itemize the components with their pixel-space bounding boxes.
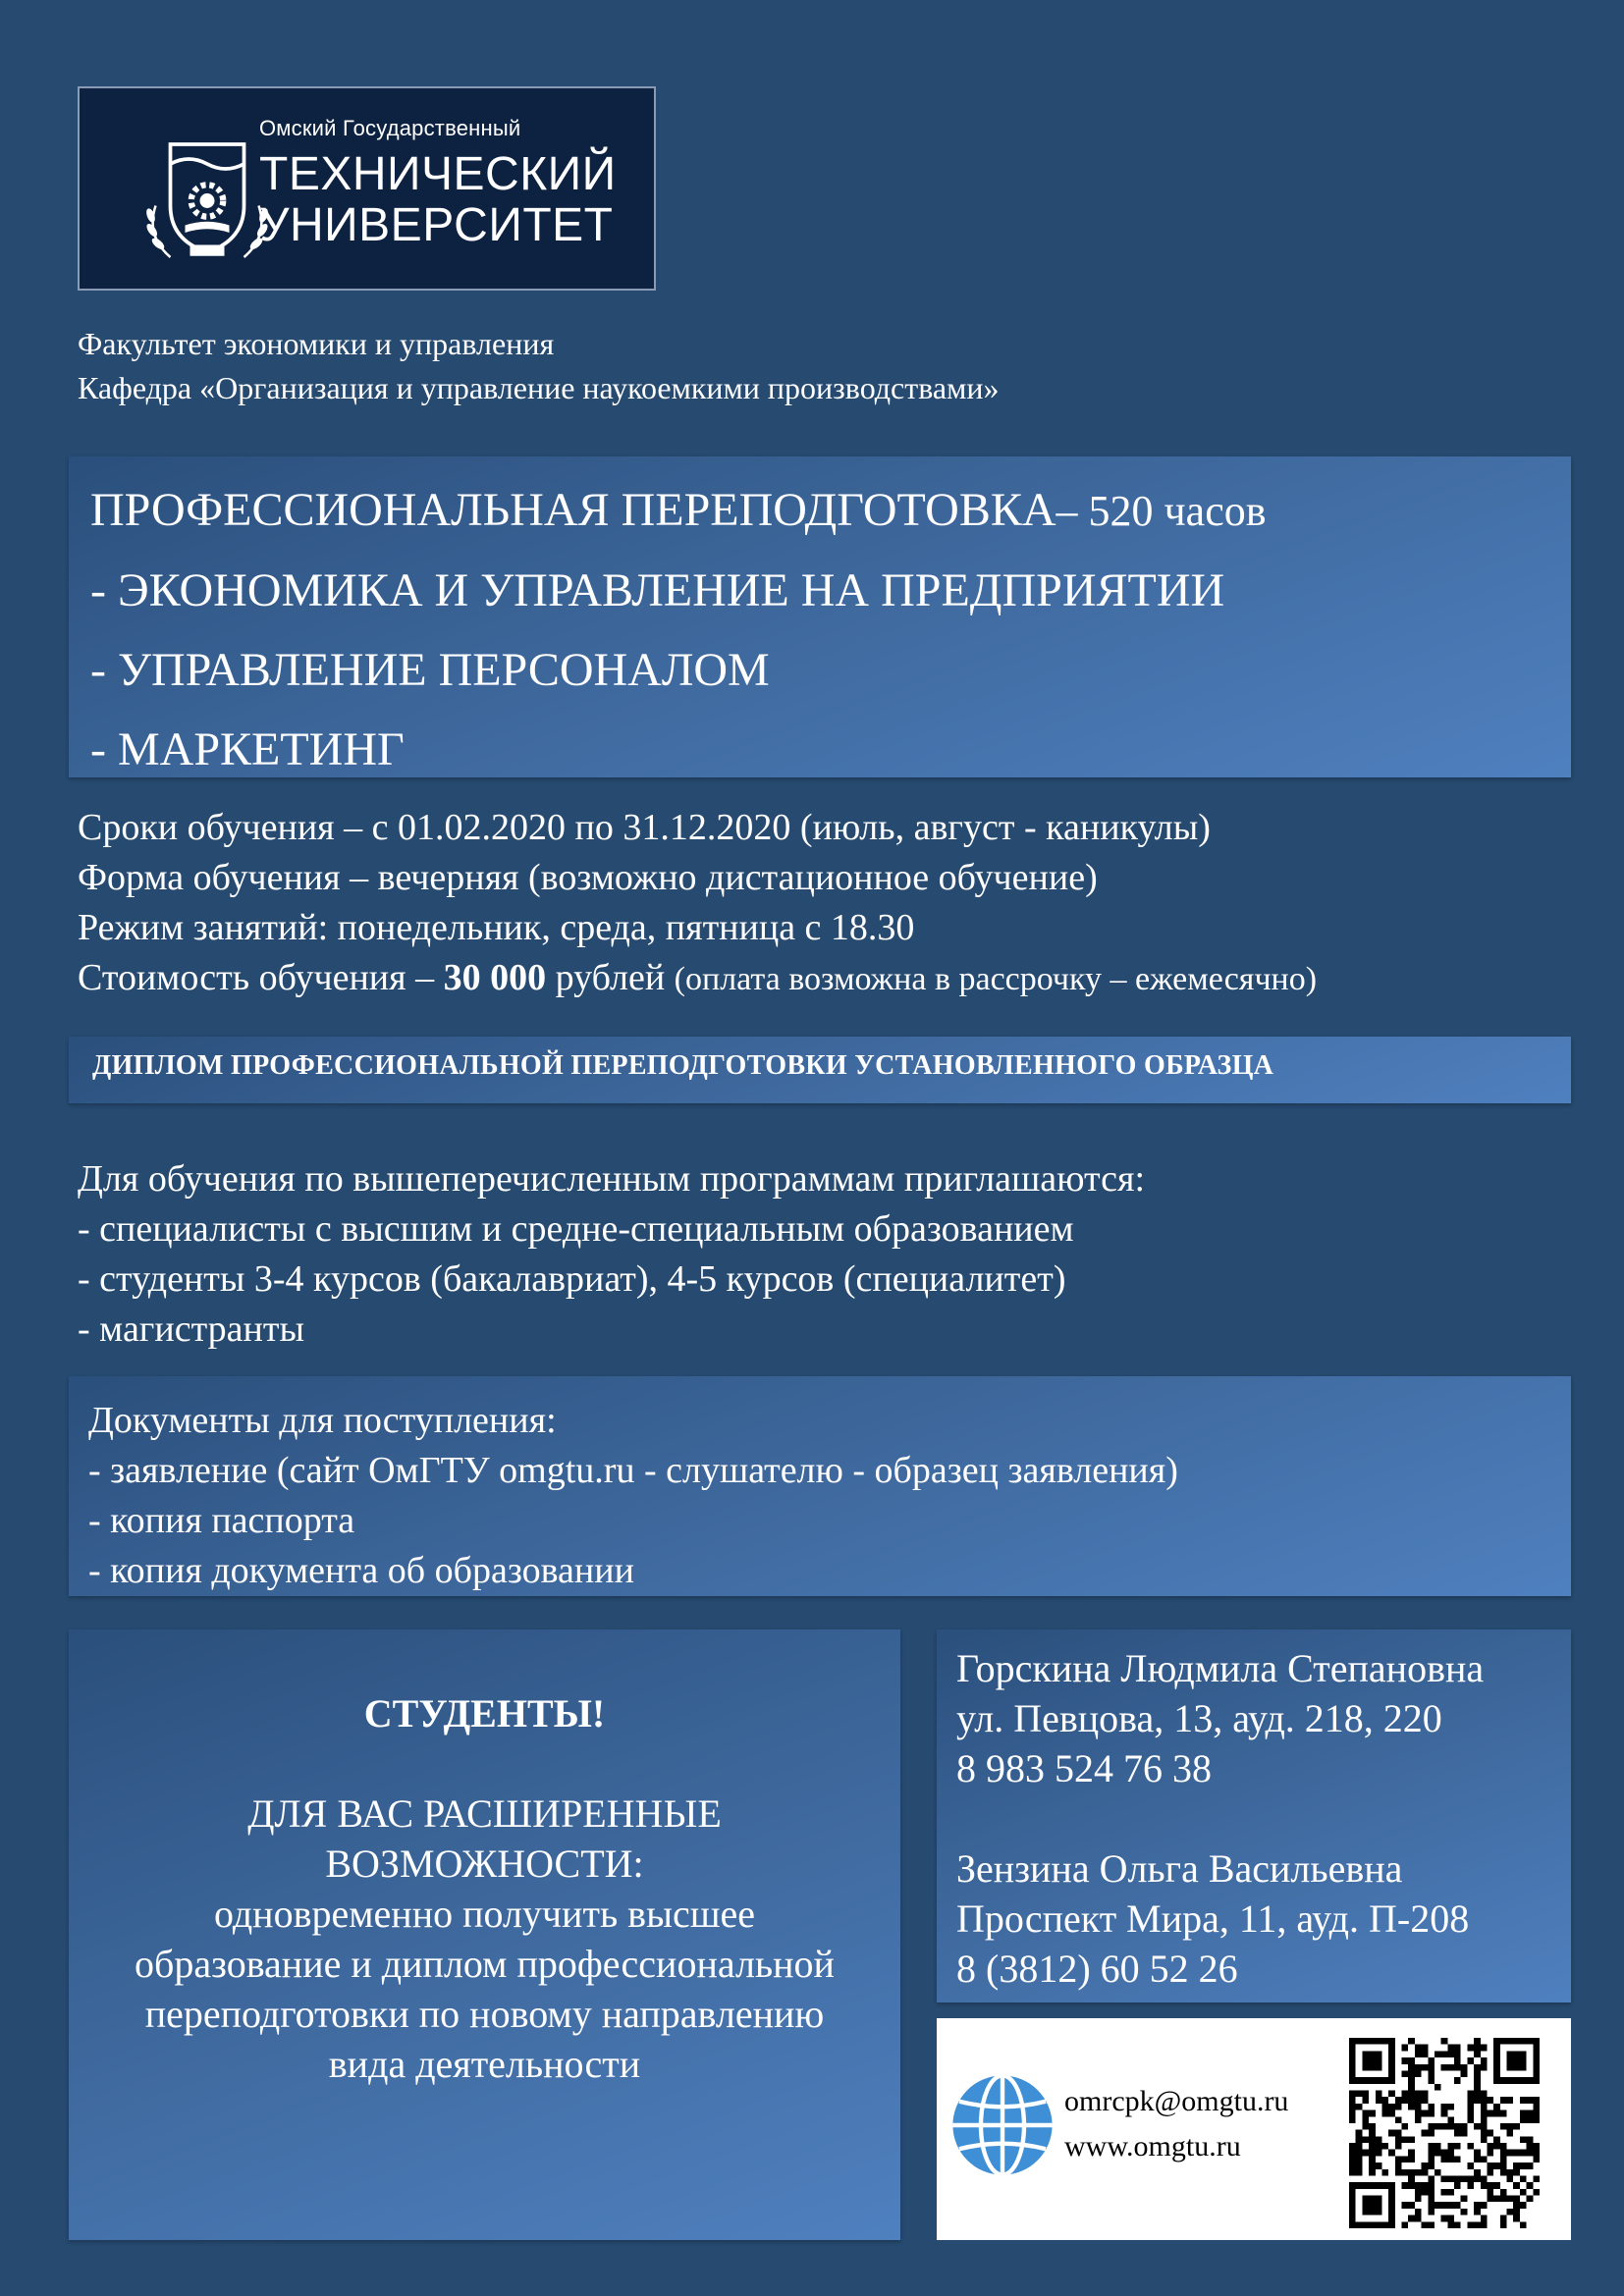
contact-name: Горскина Людмила Степановна <box>956 1646 1485 1690</box>
document-item: - заявление (сайт ОмГТУ omgtu.ru - слушателю - образец заявления) <box>88 1450 1178 1491</box>
web-text <box>1064 2079 1288 2169</box>
contact-phone[interactable]: 8 (3812) 60 52 26 <box>956 1947 1238 1991</box>
globe-icon <box>948 2071 1056 2179</box>
department-name: Кафедра «Организация и управление наукоемкими производствами» <box>78 370 1000 405</box>
documents-lead: Документы для поступления: <box>88 1400 557 1441</box>
training-details <box>78 803 1317 1004</box>
website-link[interactable]: www.omgtu.ru <box>1064 2130 1241 2163</box>
programs-title <box>90 470 1571 551</box>
invite-item: - специалисты с высшим и средне-специальным образованием <box>78 1208 1074 1250</box>
qr-code[interactable] <box>1349 2038 1540 2228</box>
logo-line1: Омский Государственный <box>259 116 521 140</box>
invite-item: - магистранты <box>78 1308 305 1350</box>
cost-note: (оплата возможна в рассрочку – ежемесячно) <box>674 961 1318 997</box>
logo-line3: УНИВЕРСИТЕТ <box>259 199 614 251</box>
cost-amount: 30 000 <box>443 957 547 998</box>
program-item: - ЭКОНОМИКА И УПРАВЛЕНИЕ НА ПРЕДПРИЯТИИ <box>90 564 1225 616</box>
email-link[interactable]: omrcpk@omgtu.ru <box>1064 2085 1289 2117</box>
invite-lead: Для обучения по вышеперечисленным программам приглашаются: <box>78 1158 1146 1200</box>
programs-title-hours: – 520 часов <box>1056 487 1267 535</box>
contact-address: Проспект Мира, 11, ауд. П-208 <box>956 1896 1470 1941</box>
students-line: вида деятельности <box>328 2042 641 2086</box>
invited-audience <box>78 1154 1145 1355</box>
students-line: образование и диплом профессиональной <box>135 1942 835 1986</box>
document-item: - копия паспорта <box>88 1500 355 1541</box>
students-line: ВОЗМОЖНОСТИ: <box>325 1842 644 1886</box>
contact-phone[interactable]: 8 983 524 76 38 <box>956 1746 1212 1790</box>
documents-panel <box>69 1376 1571 1596</box>
students-line: переподготовки по новому направлению <box>144 1992 825 2036</box>
contact-name: Зензина Ольга Васильевна <box>956 1846 1403 1891</box>
logo-line2: ТЕХНИЧЕСКИЙ <box>259 148 617 200</box>
students-panel <box>69 1629 900 2240</box>
programs-panel <box>69 456 1571 777</box>
diploma-banner: ДИПЛОМ ПРОФЕССИОНАЛЬНОЙ ПЕРЕПОДГОТОВКИ УСТАНОВЛЕННОГО ОБРАЗЦА <box>69 1037 1571 1103</box>
logo-text <box>259 116 617 251</box>
students-line: ДЛЯ ВАС РАСШИРЕННЫЕ <box>247 1791 722 1836</box>
program-item: - УПРАВЛЕНИЕ ПЕРСОНАЛОМ <box>90 644 770 696</box>
web-contacts <box>937 2018 1571 2240</box>
faculty-name: Факультет экономики и управления <box>78 326 555 361</box>
students-title: СТУДЕНТЫ! <box>363 1691 606 1735</box>
university-logo <box>78 86 656 291</box>
cost-unit: рублей <box>546 957 675 998</box>
training-cost <box>78 953 1317 1004</box>
students-line: одновременно получить высшее <box>213 1892 756 1936</box>
faculty-info <box>78 322 1000 410</box>
document-item: - копия документа об образовании <box>88 1550 634 1591</box>
program-item: - МАРКЕТИНГ <box>90 723 405 775</box>
training-terms: Сроки обучения – с 01.02.2020 по 31.12.2020 (июль, август - каникулы) <box>78 807 1211 848</box>
contacts-panel <box>937 1629 1571 2002</box>
contact-address: ул. Певцова, 13, ауд. 218, 220 <box>956 1696 1442 1740</box>
training-form: Форма обучения – вечерняя (возможно дистационное обучение) <box>78 857 1098 898</box>
invite-item: - студенты 3-4 курсов (бакалавриат), 4-5 курсов (специалитет) <box>78 1258 1066 1300</box>
programs-title-caps: ПРОФЕССИОНАЛЬНАЯ ПЕРЕПОДГОТОВКА <box>90 484 1056 536</box>
cost-prefix: Стоимость обучения – <box>78 957 444 998</box>
training-schedule: Режим занятий: понедельник, среда, пятница с 18.30 <box>78 907 915 948</box>
